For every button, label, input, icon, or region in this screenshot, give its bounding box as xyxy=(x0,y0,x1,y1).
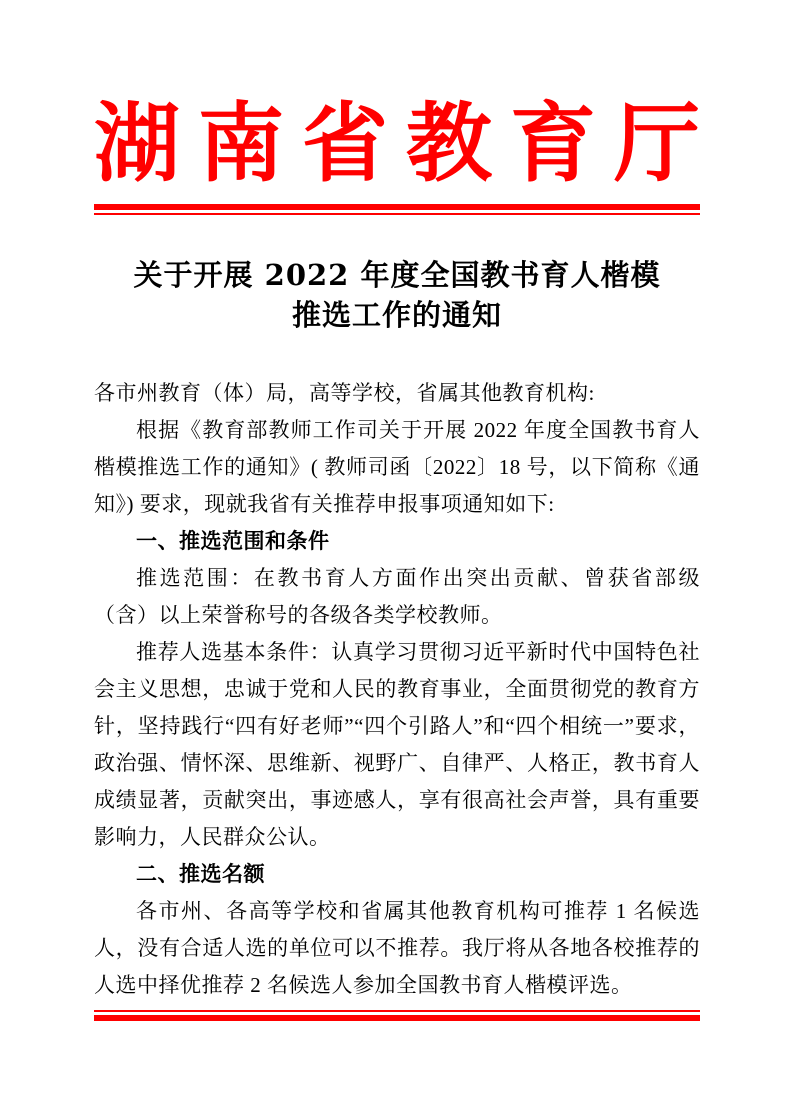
footer-divider-thin-line xyxy=(94,1010,700,1012)
letterhead-char: 湖 xyxy=(94,93,180,194)
section-heading-1: 一、推选范围和条件 xyxy=(136,530,330,553)
paragraph-scope: 推选范围：在教书育人方面作出突出贡献、曾获省部级（含）以上荣誉称号的各级各类学校教师。 xyxy=(94,566,700,627)
letterhead-char: 南 xyxy=(198,93,284,194)
letterhead-divider xyxy=(94,204,700,215)
paragraph-quota: 各市州、各高等学校和省属其他教育机构可推荐 1 名候选人，没有合适人选的单位可以不推荐。我厅将从各地各校推荐的人选中择优推荐 2 名候选人参加全国教书育人楷模评选。 xyxy=(94,899,700,997)
paragraph-criteria: 推荐人选基本条件：认真学习贯彻习近平新时代中国特色社会主义思想，忠诚于党和人民的教育事业，全面贯彻党的教育方针，坚持践行“四有好老师”“四个引路人”和“四个相统一”要求，政治强、情怀深、思维新、视野广、自律严、人格正，教书育人成绩显著，贡献突出，事迹感人，享有很高社会声誉，具有重要影响力，人民群众公认。 xyxy=(94,640,700,849)
section-heading-2: 二、推选名额 xyxy=(136,863,265,886)
letterhead-char: 省 xyxy=(302,93,388,194)
salutation: 各市州教育（体）局，高等学校，省属其他教育机构: xyxy=(94,381,595,405)
document-title xyxy=(94,255,700,335)
footer-divider xyxy=(94,1010,700,1021)
letterhead-divider-thin-line xyxy=(94,213,700,215)
footer-divider-thick-line xyxy=(94,1015,700,1021)
letterhead-divider-thick-line xyxy=(94,204,700,210)
paragraph-basis: 根据《教育部教师工作司关于开展 2022 年度全国教书育人楷模推选工作的通知》( 教师司函〔2022〕18 号，以下简称《通知》) 要求，现就我省有关推荐申报事项通知如下: xyxy=(94,418,700,516)
document-title-line-2: 推选工作的通知 xyxy=(291,298,502,332)
letterhead-char: 育 xyxy=(510,93,596,194)
document-body xyxy=(94,375,700,1004)
letterhead-char: 教 xyxy=(406,93,492,194)
letterhead xyxy=(94,93,700,194)
letterhead-char: 厅 xyxy=(614,93,700,194)
document-title-line-1: 关于开展 2022 年度全国教书育人楷模 xyxy=(133,258,661,292)
